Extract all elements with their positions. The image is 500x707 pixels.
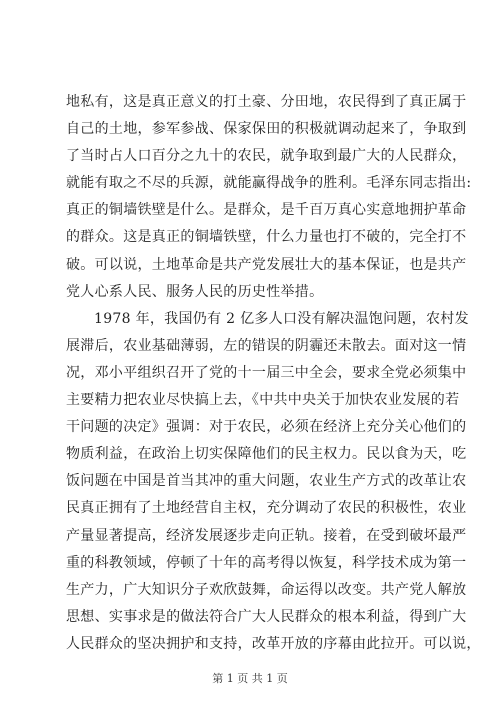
text-line: 人民群众的坚决拥护和支持，改革开放的序幕由此拉开。可以说，: [66, 635, 481, 652]
text-line: 地私有，这是真正意义的打土豪、分田地，农民得到了真正属于: [66, 94, 467, 110]
text-line: 况，邓小平组织召开了党的十一届三中全会，要求全党必须集中: [66, 364, 467, 381]
text-line: 干问题的决定》强调：对于农民，必须在经济上充分关心他们的: [66, 419, 467, 436]
text-line: 物质利益，在政治上切实保障他们的民主权力。民以食为天，吃: [66, 446, 467, 463]
text-line: 了当时占人口百分之九十的农民，就争取到最广大的人民群众，: [66, 148, 467, 165]
text-line: 饭问题在中国是首当其冲的重大问题，农业生产方式的改革让农: [66, 473, 467, 490]
text-line: 党人心系人民、服务人民的历史性举措。: [66, 283, 324, 300]
text-line: 产量显著提高，经济发展逐步走向正轨。接着，在受到破坏最严: [66, 527, 467, 544]
text-line: 自己的土地，参军参战、保家保田的积极就调动起来了，争取到: [66, 121, 467, 138]
text-line: 破。可以说，土地革命是共产党发展壮大的基本保证，也是共产: [66, 256, 467, 273]
page-number-footer: 第 1 页 共 1 页: [212, 672, 288, 685]
text-line: 重的科教领域，停顿了十年的高考得以恢复，科学技术成为第一: [66, 554, 467, 571]
text-line: 思想、实事求是的做法符合广大人民群众的根本利益，得到广大: [66, 608, 467, 625]
text-line: 的群众。这是真正的铜墙铁壁，什么力量也打不破的，完全打不: [66, 229, 467, 246]
paragraph-start-line: 1978 年，我国仍有 2 亿多人口没有解决温饱问题，农村发: [94, 310, 469, 327]
text-line: 展滞后，农业基础薄弱，左的错误的阴霾还未散去。面对这一情: [66, 337, 467, 354]
text-line: 真正的铜墙铁壁是什么。是群众，是千百万真心实意地拥护革命: [66, 202, 467, 219]
text-line: 民真正拥有了土地经营自主权，充分调动了农民的积极性，农业: [66, 500, 467, 517]
text-line: 主要精力把农业尽快搞上去，《中共中央关于加快农业发展的若: [66, 392, 460, 409]
body-text: [66, 89, 481, 658]
text-line: 就能有取之不尽的兵源，就能赢得战争的胜利。毛泽东同志指出:: [66, 175, 472, 192]
text-line: 生产力，广大知识分子欢欣鼓舞，命运得以改变。共产党人解放: [66, 581, 467, 598]
